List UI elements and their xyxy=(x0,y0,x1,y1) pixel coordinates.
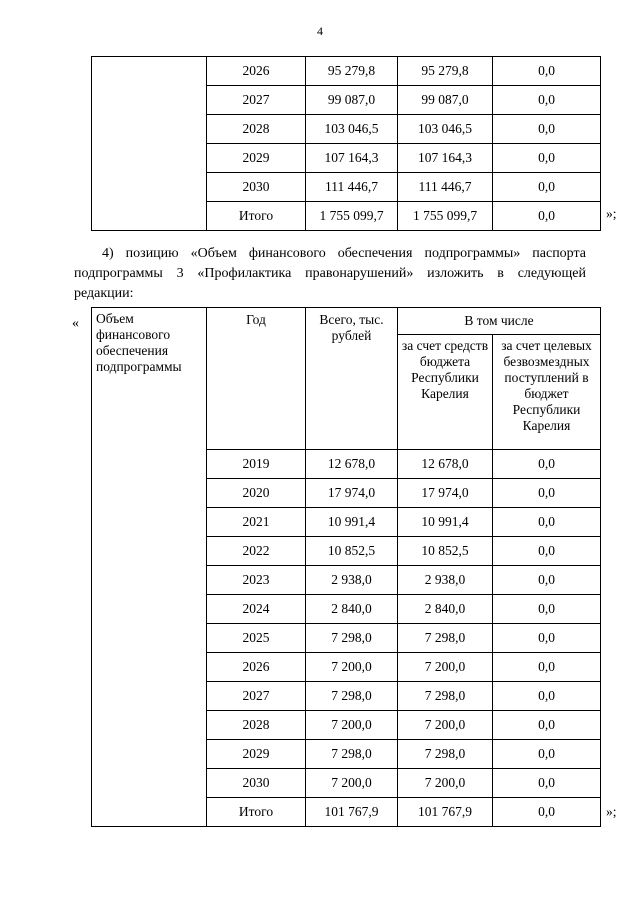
other-cell: 0,0 xyxy=(493,57,601,86)
budget-cell: 1 755 099,7 xyxy=(398,202,493,231)
total-cell: 7 298,0 xyxy=(306,682,398,711)
header-other: за счет целевых безвозмездных поступлений в бюджет Республики Карелия xyxy=(493,335,601,450)
table2-closing-quote: »; xyxy=(606,804,617,819)
total-cell: 7 200,0 xyxy=(306,653,398,682)
year-cell: 2025 xyxy=(207,624,306,653)
other-cell: 0,0 xyxy=(493,798,601,827)
total-cell: 12 678,0 xyxy=(306,450,398,479)
financing-table-continued xyxy=(91,56,601,231)
table-row xyxy=(92,57,601,86)
total-cell: 7 298,0 xyxy=(306,740,398,769)
header-budget: за счет средств бюджета Республики Карелия xyxy=(398,335,493,450)
total-cell: 7 200,0 xyxy=(306,769,398,798)
other-cell: 0,0 xyxy=(493,144,601,173)
other-cell: 0,0 xyxy=(493,537,601,566)
total-cell: 1 755 099,7 xyxy=(306,202,398,231)
budget-cell: 99 087,0 xyxy=(398,86,493,115)
total-cell: 101 767,9 xyxy=(306,798,398,827)
year-cell: 2021 xyxy=(207,508,306,537)
other-cell: 0,0 xyxy=(493,479,601,508)
total-cell: 7 298,0 xyxy=(306,624,398,653)
total-cell: 99 087,0 xyxy=(306,86,398,115)
year-cell: 2019 xyxy=(207,450,306,479)
page-number: 4 xyxy=(317,24,323,38)
total-cell: 2 840,0 xyxy=(306,595,398,624)
total-cell: 95 279,8 xyxy=(306,57,398,86)
table2-body xyxy=(92,308,601,827)
budget-cell: 111 446,7 xyxy=(398,173,493,202)
budget-cell: 107 164,3 xyxy=(398,144,493,173)
header-total: Всего, тыс. рублей xyxy=(306,308,398,450)
year-cell: Итого xyxy=(207,202,306,231)
total-cell: 17 974,0 xyxy=(306,479,398,508)
total-cell: 2 938,0 xyxy=(306,566,398,595)
header-including: В том числе xyxy=(398,308,601,335)
year-cell: 2020 xyxy=(207,479,306,508)
year-cell: 2024 xyxy=(207,595,306,624)
other-cell: 0,0 xyxy=(493,595,601,624)
other-cell: 0,0 xyxy=(493,173,601,202)
budget-cell: 7 200,0 xyxy=(398,769,493,798)
other-cell: 0,0 xyxy=(493,86,601,115)
budget-cell: 7 298,0 xyxy=(398,740,493,769)
total-cell: 107 164,3 xyxy=(306,144,398,173)
other-cell: 0,0 xyxy=(493,624,601,653)
header-year: Год xyxy=(207,308,306,450)
year-cell: 2027 xyxy=(207,682,306,711)
budget-cell: 17 974,0 xyxy=(398,479,493,508)
budget-cell: 7 298,0 xyxy=(398,682,493,711)
year-cell: 2029 xyxy=(207,740,306,769)
other-cell: 0,0 xyxy=(493,508,601,537)
year-cell: 2030 xyxy=(207,173,306,202)
budget-cell: 7 200,0 xyxy=(398,653,493,682)
subprogram-financing-table xyxy=(91,307,601,827)
year-cell: 2027 xyxy=(207,86,306,115)
other-cell: 0,0 xyxy=(493,653,601,682)
amendment-paragraph xyxy=(74,244,586,304)
year-cell: 2030 xyxy=(207,769,306,798)
budget-cell: 2 840,0 xyxy=(398,595,493,624)
year-cell: 2026 xyxy=(207,57,306,86)
budget-cell: 103 046,5 xyxy=(398,115,493,144)
budget-cell: 95 279,8 xyxy=(398,57,493,86)
other-cell: 0,0 xyxy=(493,450,601,479)
table1-closing-quote: »; xyxy=(606,206,617,221)
budget-cell: 101 767,9 xyxy=(398,798,493,827)
other-cell: 0,0 xyxy=(493,115,601,144)
total-cell: 103 046,5 xyxy=(306,115,398,144)
table2-opening-quote: « xyxy=(72,316,79,331)
budget-cell: 7 298,0 xyxy=(398,624,493,653)
total-cell: 111 446,7 xyxy=(306,173,398,202)
total-cell: 7 200,0 xyxy=(306,711,398,740)
year-cell: 2028 xyxy=(207,115,306,144)
year-cell: 2022 xyxy=(207,537,306,566)
other-cell: 0,0 xyxy=(493,682,601,711)
other-cell: 0,0 xyxy=(493,769,601,798)
other-cell: 0,0 xyxy=(493,202,601,231)
label-cell-empty xyxy=(92,57,207,231)
other-cell: 0,0 xyxy=(493,566,601,595)
total-cell: 10 991,4 xyxy=(306,508,398,537)
total-cell: 10 852,5 xyxy=(306,537,398,566)
budget-cell: 10 852,5 xyxy=(398,537,493,566)
year-cell: 2028 xyxy=(207,711,306,740)
year-cell: 2026 xyxy=(207,653,306,682)
amendment-paragraph-text: 4) позицию «Объем финансового обеспечения подпрограммы» паспорта подпрограммы 3 «Профилактика правонарушений» изложить в следующей редакции: xyxy=(74,246,586,301)
year-cell: 2029 xyxy=(207,144,306,173)
year-cell: Итого xyxy=(207,798,306,827)
budget-cell: 7 200,0 xyxy=(398,711,493,740)
budget-cell: 10 991,4 xyxy=(398,508,493,537)
budget-cell: 12 678,0 xyxy=(398,450,493,479)
financing-label-cell: Объем финансового обеспечения подпрограммы xyxy=(92,308,207,827)
other-cell: 0,0 xyxy=(493,711,601,740)
table1-body xyxy=(92,57,601,231)
table2-header-row-1 xyxy=(92,308,601,335)
other-cell: 0,0 xyxy=(493,740,601,769)
year-cell: 2023 xyxy=(207,566,306,595)
budget-cell: 2 938,0 xyxy=(398,566,493,595)
